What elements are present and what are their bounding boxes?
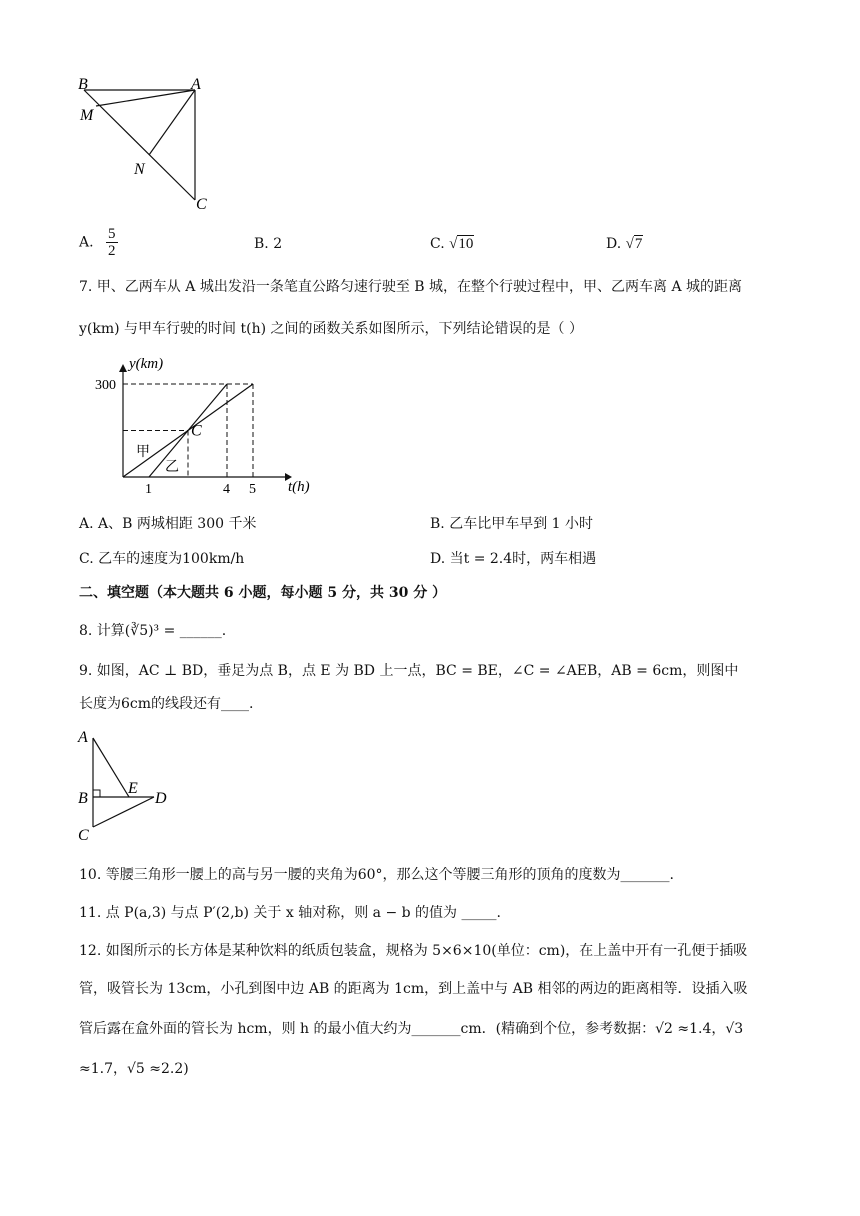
q7-option-d: D. 当t = 2.4时，两车相遇 bbox=[430, 551, 597, 567]
x-tick-4: 4 bbox=[223, 482, 230, 497]
q6-option-b: B. 2 bbox=[254, 236, 283, 252]
label-C: C bbox=[196, 196, 207, 213]
triangle-figure-q6 bbox=[70, 70, 230, 215]
series-label-yi: 乙 bbox=[165, 460, 179, 475]
q10-text: 10. 等腰三角形一腰上的高与另一腰的夹角为60°，那么这个等腰三角形的顶角的度数为_______. bbox=[79, 867, 674, 883]
point-label-c: C bbox=[191, 422, 202, 440]
q6-option-d: D. √7 bbox=[606, 236, 643, 252]
sqrt-expression: √7 bbox=[625, 236, 643, 252]
q12-line2: 管，吸管长为 13cm，小孔到图中边 AB 的距离为 1cm，到上盖中与 AB 相邻的两边的距离相等．设插入吸 bbox=[79, 981, 748, 997]
q6-option-c: C. √10 bbox=[430, 236, 474, 252]
q8-text: 8. 计算(∛5)³ = ______. bbox=[79, 623, 227, 639]
label-M: M bbox=[80, 107, 94, 124]
q12-line4: ≈1.7，√5 ≈2.2) bbox=[79, 1061, 189, 1077]
distance-time-chart bbox=[80, 350, 320, 500]
section-heading: 二、填空题（本大题共 6 小题，每小题 5 分，共 30 分 ） bbox=[79, 585, 447, 601]
y-axis-label: y(km) bbox=[129, 356, 164, 372]
label-B: B bbox=[78, 790, 88, 807]
q7-option-a: A. A、B 两城相距 300 千米 bbox=[79, 516, 257, 532]
y-axis-arrow bbox=[119, 364, 127, 372]
series-label-jia: 甲 bbox=[136, 445, 150, 460]
label-D: D bbox=[155, 790, 167, 807]
fraction: $\frac{5}{2}$ bbox=[108, 226, 116, 259]
label-N: N bbox=[134, 161, 145, 178]
sqrt-expression: √10 bbox=[449, 236, 474, 252]
q7-stem-line2: y(km) 与甲车行驶的时间 t(h) 之间的函数关系如图所示，下列结论错误的是（ ） bbox=[79, 321, 583, 337]
q9-stem-line1: 9. 如图，AC ⊥ BD，垂足为点 B，点 E 为 BD 上一点，BC = BE，∠C = ∠AEB，AB = 6cm，则图中 bbox=[79, 663, 739, 679]
label-B: B bbox=[78, 76, 88, 93]
q11-text: 11. 点 P(a,3) 与点 P′(2,b) 关于 x 轴对称，则 a − b 的值为 _____. bbox=[79, 905, 501, 921]
triangle-figure-q9 bbox=[72, 726, 182, 846]
q6-option-a: A. $\frac{5}{2}$ bbox=[79, 226, 116, 259]
label-E: E bbox=[128, 780, 138, 797]
label-A: A bbox=[191, 76, 201, 93]
q12-line1: 12. 如图所示的长方体是某种饮料的纸质包装盒，规格为 5×6×10(单位：cm)，在上盖中开有一孔便于插吸 bbox=[79, 943, 748, 959]
x-axis-label: t(h) bbox=[288, 479, 310, 495]
q7-stem-line1: 7. 甲、乙两车从 A 城出发沿一条笔直公路匀速行驶至 B 城，在整个行驶过程中，甲、乙两车离 A 城的距离 bbox=[79, 279, 743, 295]
label-C: C bbox=[78, 827, 89, 844]
q7-option-c: C. 乙车的速度为100km/h bbox=[79, 551, 245, 567]
x-tick-1: 1 bbox=[145, 482, 152, 497]
q9-stem-line2: 长度为6cm的线段还有____. bbox=[79, 696, 254, 712]
label-A: A bbox=[78, 729, 88, 746]
q7-option-b: B. 乙车比甲车早到 1 小时 bbox=[430, 516, 593, 532]
y-tick-300: 300 bbox=[95, 378, 116, 393]
x-tick-5: 5 bbox=[249, 482, 256, 497]
q12-line3: 管后露在盒外面的管长为 hcm，则 h 的最小值大约为_______cm．(精确到个位，参考数据：√2 ≈1.4，√3 bbox=[79, 1021, 744, 1037]
